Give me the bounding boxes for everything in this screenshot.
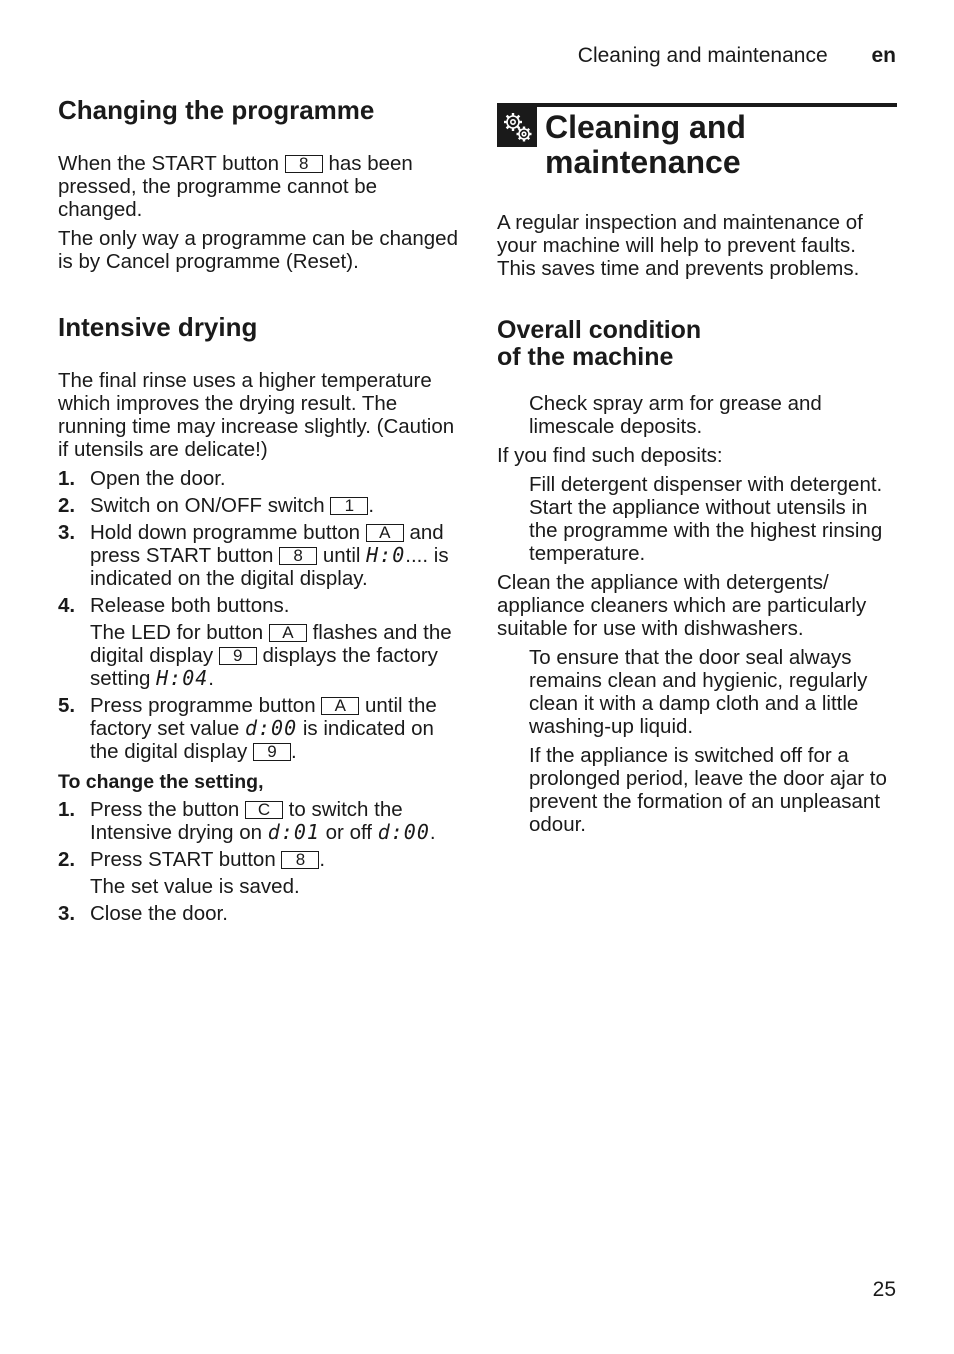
left-column (58, 96, 463, 925)
page-number: 25 (872, 1278, 896, 1301)
changing-paragraph-1: When the START button 8 has been pressed, the programme cannot be changed. (58, 151, 413, 221)
change-step-3: 3. Close the door. (58, 901, 228, 925)
key-display: 9 (219, 647, 257, 665)
lcd-value: d:00 (377, 819, 430, 844)
change-steps (58, 798, 463, 925)
door-seal-instruction: To ensure that the door seal always remains clean and hygienic, regularly clean it with a damp cloth and a little washing-up liquid. (529, 646, 868, 738)
right-column (497, 103, 897, 836)
lcd-value: d:01 (267, 819, 320, 844)
key-display: 9 (253, 743, 291, 761)
step-4: 4. Release both buttons. The LED for button A flashes and the digital display 9 displays the factory setting H:04. (58, 594, 463, 690)
key-start: 8 (285, 155, 323, 173)
changing-programme-heading: Changing the programme (58, 95, 375, 125)
page-header (578, 44, 896, 68)
key-programme-a: A (269, 624, 307, 642)
header-section: Cleaning and maintenance (577, 44, 828, 67)
chapter-title: Cleaning and maintenance (545, 109, 746, 180)
step-5: 5. Press programme button A until the factory set value d:00 is indicated on the digital display 9 . (58, 693, 437, 763)
lcd-value: H:04 (156, 665, 209, 690)
change-step-2-result: The set value is saved. (90, 874, 300, 898)
clean-text: Clean the appliance with detergents/ appliance cleaners which are particularly suitable for use with dishwashers. (497, 571, 867, 640)
change-step-1: 1. Press the button C to switch the Intensive drying on d:01 or off d:00. (58, 797, 436, 844)
key-on-off: 1 (330, 497, 368, 515)
intensive-drying-heading: Intensive drying (58, 311, 258, 342)
key-start: 8 (279, 547, 317, 565)
switched-off-instruction: If the appliance is switched off for a prolonged period, leave the door ajar to prevent the formation of an unpleasant odour. (529, 744, 887, 836)
key-c: C (245, 801, 283, 819)
chapter-title-block (497, 103, 897, 180)
key-programme-a: A (366, 524, 404, 542)
overall-condition-heading: Overall condition of the machine (497, 316, 702, 371)
change-setting-heading: To change the setting, (58, 770, 264, 793)
chapter-intro: A regular inspection and maintenance of your machine will help to prevent faults. This saves time and prevents problems. (497, 211, 863, 280)
intensive-steps (58, 467, 463, 763)
step-2: 2. Switch on ON/OFF switch 1 . (58, 493, 375, 517)
gears-icon (497, 107, 537, 147)
key-programme-a: A (321, 697, 359, 715)
change-step-2: 2. Press START button 8 . The set value is saved. (58, 848, 463, 898)
changing-paragraph-2: The only way a programme can be changed is by Cancel programme (Reset). (58, 226, 458, 273)
lcd-value: H:0 (366, 542, 406, 567)
intensive-intro: The final rinse uses a higher temperature which improves the drying result. The running time may increase slightly. (Caution if utensils are delicate!) (58, 368, 455, 461)
header-language: en (871, 44, 896, 67)
step-3: 3. Hold down programme button A and press START button 8 until H:0.... is indicated on the digital display. (58, 520, 449, 590)
if-find-text: If you find such deposits: (497, 444, 723, 467)
step-4-result: The LED for button A flashes and the digital display 9 displays the factory setting H:04. (90, 620, 452, 690)
fill-instruction: Fill detergent dispenser with detergent. Start the appliance without utensils in the programme with the highest rinsing temperature. (529, 473, 883, 565)
step-1: 1. Open the door. (58, 466, 226, 490)
key-start: 8 (281, 851, 319, 869)
check-instruction: Check spray arm for grease and limescale deposits. (529, 392, 822, 438)
lcd-value: d:00 (244, 715, 298, 740)
